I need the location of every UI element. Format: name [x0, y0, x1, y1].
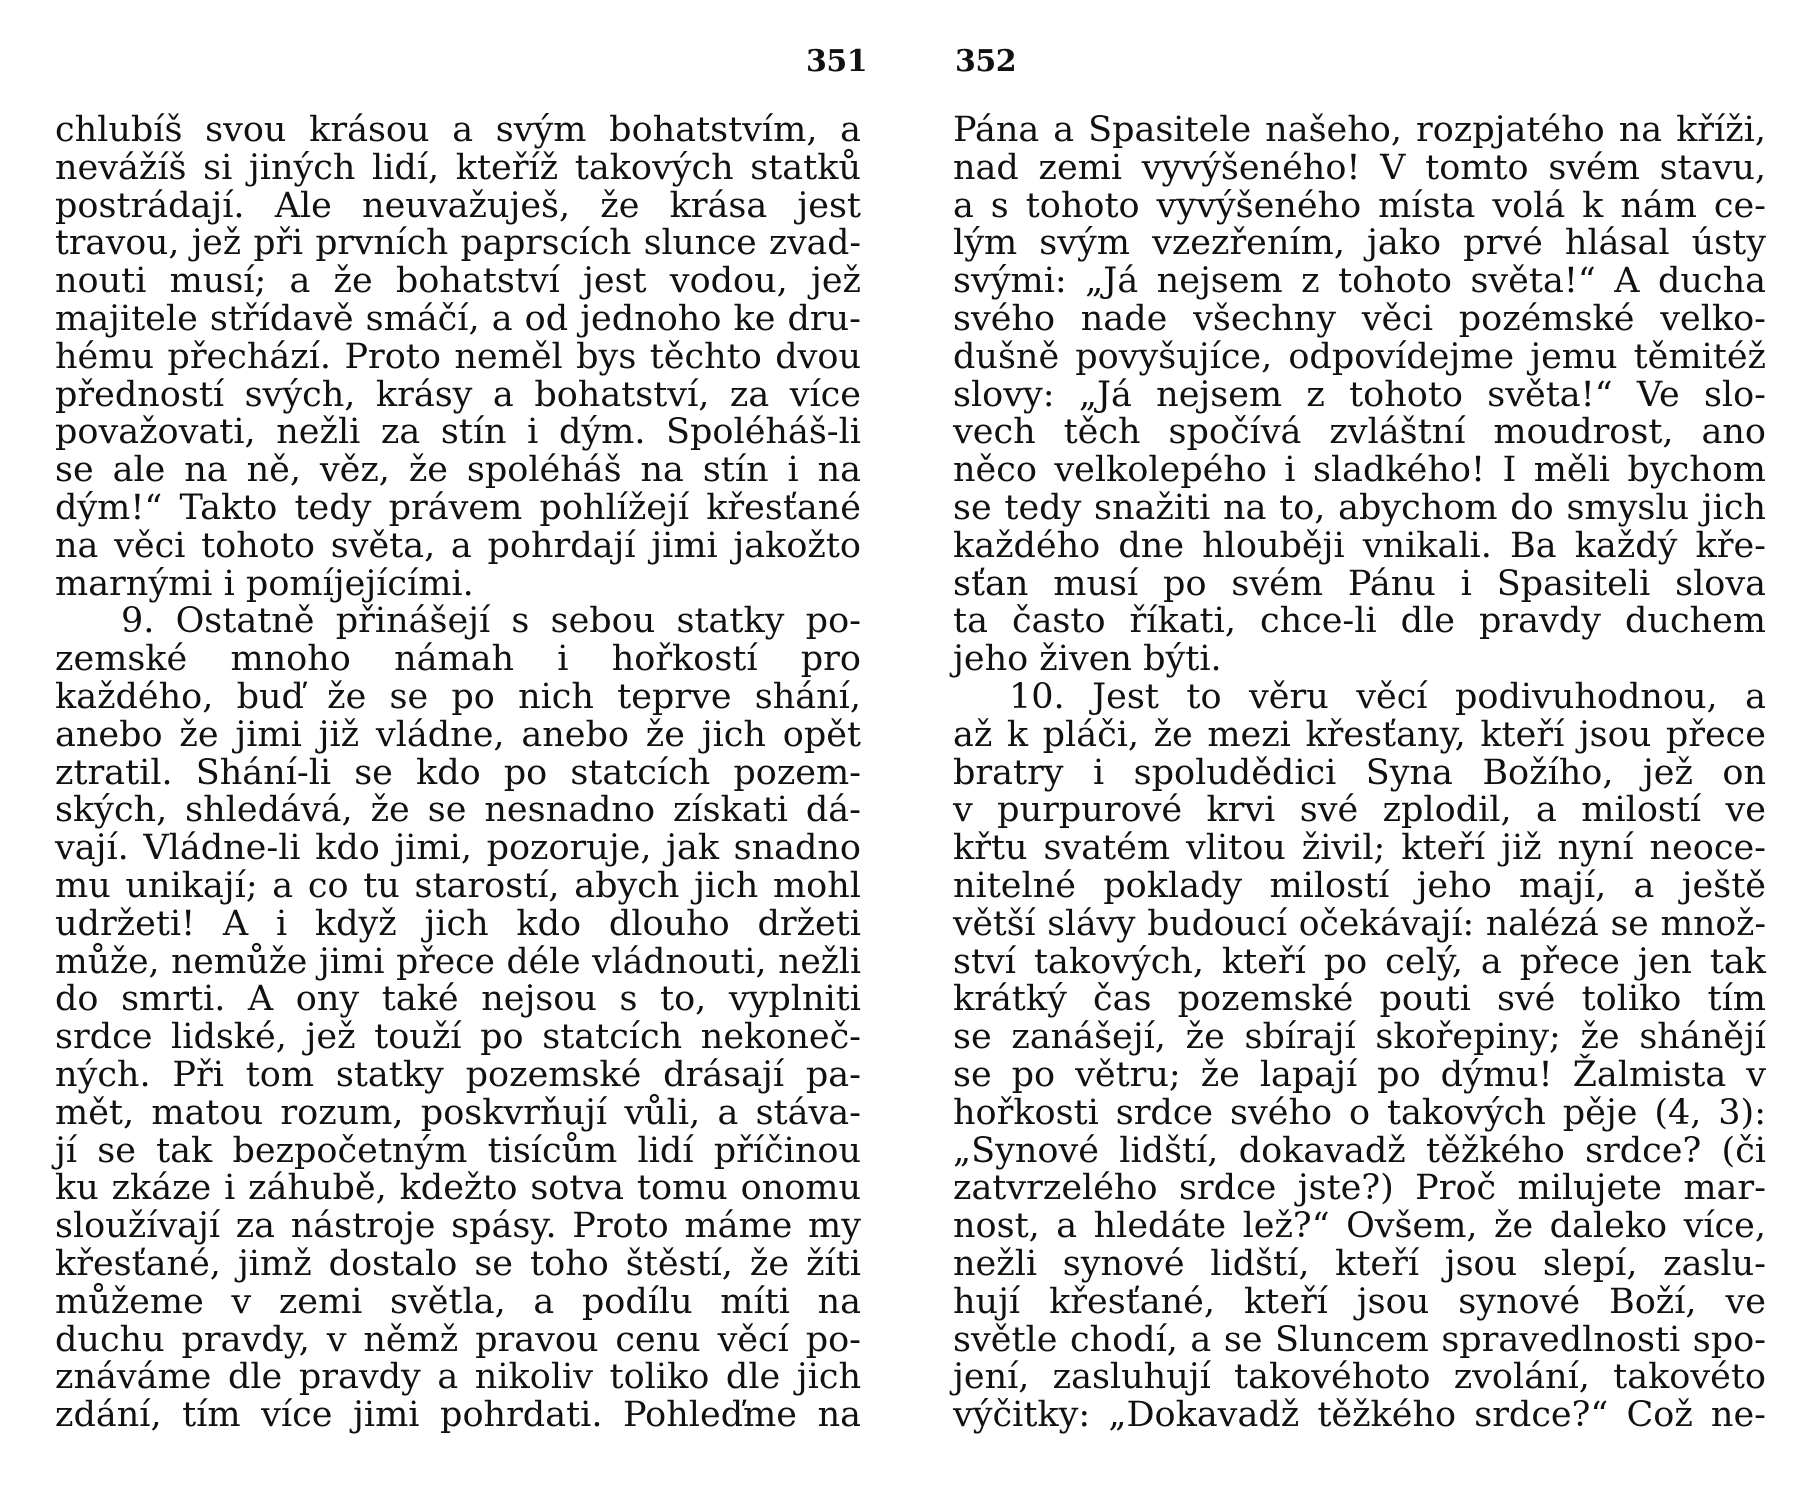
- text-line: ztratil. Shání-li se kdo po statcích pozem-: [55, 752, 861, 793]
- text-line: na věci tohoto světa, a pohrdají jimi jakožto: [55, 525, 861, 566]
- text-line: travou, jež při prvních paprscích slunce zvad-: [55, 223, 861, 264]
- text-line: až k pláči, že mezi křesťany, kteří jsou přece: [953, 714, 1766, 755]
- text-line: svého nade všechny věci pozémské velko-: [953, 298, 1766, 339]
- text-line: zatvrzelého srdce jste?) Proč milujete mar-: [953, 1168, 1766, 1209]
- text-line: udržeti! A i když jich kdo dlouho držeti: [55, 903, 861, 944]
- text-line: dým!“ Takto tedy právem pohlížejí křesťané: [55, 487, 861, 528]
- text-line: 10. Jest to věru věcí podivuhodnou, a: [1009, 676, 1766, 717]
- text-line: 9. Ostatně přinášejí s sebou statky po-: [121, 601, 861, 642]
- text-line: zemské mnoho námah i hořkostí pro: [55, 639, 861, 680]
- text-line: vají. Vládne-li kdo jimi, pozoruje, jak snadno: [55, 828, 861, 869]
- text-line: ta často říkati, chce-li dle pravdy duchem: [953, 601, 1766, 642]
- right-page-text: [953, 112, 1766, 1435]
- text-line: nitelné poklady milostí jeho mají, a ještě: [953, 865, 1766, 906]
- text-line: Pána a Spasitele našeho, rozpjatého na kříži,: [953, 110, 1766, 150]
- text-line: ství takových, kteří po celý, a přece jen tak: [953, 941, 1766, 982]
- text-line: větší slávy budoucí očekávají: nalézá se množ-: [953, 903, 1766, 944]
- text-line: se zanášejí, že sbírají skořepiny; že shánějí: [953, 1017, 1766, 1058]
- text-line: ku zkáze i záhubě, kdežto sotva tomu onomu: [55, 1168, 861, 1209]
- text-line: považovati, nežli za stín i dým. Spoléháš-li: [55, 412, 861, 453]
- text-line: jeho živen býti.: [953, 639, 1222, 680]
- text-line: křesťané, jimž dostalo se toho štěstí, že žíti: [55, 1243, 861, 1284]
- text-line: světle chodí, a se Sluncem spravedlnosti spo-: [953, 1319, 1766, 1360]
- page-number-left: 351: [806, 44, 868, 79]
- text-line: duchu pravdy, v němž pravou cenu věcí po-: [55, 1319, 861, 1360]
- text-line: svými: „Já nejsem z tohoto světa!“ A ducha: [953, 261, 1766, 302]
- text-line: majitele střídavě smáčí, a od jednoho ke dru-: [55, 298, 861, 339]
- text-line: každého dne hlouběji vnikali. Ba každý kře-: [953, 525, 1766, 566]
- text-line: se po větru; že lapají po dýmu! Žalmista v: [953, 1054, 1766, 1095]
- text-line: marnými i pomíjejícími.: [55, 563, 474, 604]
- text-line: výčitky: „Dokavadž těžkého srdce?“ Což ne-: [953, 1395, 1766, 1436]
- page-number-right: 352: [955, 44, 1017, 79]
- text-line: ných. Při tom statky pozemské drásají pa-: [55, 1054, 861, 1095]
- text-line: se tedy snažiti na to, abychom do smyslu jich: [953, 487, 1766, 528]
- text-line: jení, zasluhují takovéhoto zvolání, takovéto: [953, 1357, 1766, 1398]
- text-line: bratry i spoludědici Syna Božího, jež on: [953, 752, 1766, 793]
- text-line: hují křesťané, kteří jsou synové Boží, ve: [953, 1281, 1766, 1322]
- text-line: předností svých, krásy a bohatství, za více: [55, 374, 861, 415]
- text-line: každého, buď že se po nich teprve shání,: [55, 676, 861, 717]
- text-line: můžeme v zemi světla, a podílu míti na: [55, 1281, 861, 1322]
- text-line: sťan musí po svém Pánu i Spasiteli slova: [953, 563, 1766, 604]
- text-line: se ale na ně, věz, že spoléháš na stín i na: [55, 450, 861, 491]
- text-line: do smrti. A ony také nejsou s to, vyplniti: [55, 979, 861, 1020]
- text-line: hořkosti srdce svého o takových pěje (4, 3):: [953, 1092, 1766, 1133]
- text-line: zdání, tím více jimi pohrdati. Pohleďme na: [55, 1395, 861, 1436]
- text-line: anebo že jimi již vládne, anebo že jich opět: [55, 714, 861, 755]
- text-line: nad zemi vyvýšeného! V tomto svém stavu,: [953, 147, 1766, 188]
- text-line: hému přechází. Proto neměl bys těchto dvou: [55, 336, 861, 377]
- text-line: ských, shledává, že se nesnadno získati dá-: [55, 790, 861, 831]
- text-line: sloužívají za nástroje spásy. Proto máme my: [55, 1206, 861, 1247]
- text-line: nežli synové lidští, kteří jsou slepí, zaslu-: [953, 1243, 1766, 1284]
- text-line: mu unikají; a co tu starostí, abych jich mohl: [55, 865, 861, 906]
- text-line: slovy: „Já nejsem z tohoto světa!“ Ve slo-: [953, 374, 1766, 415]
- text-line: lým svým vzezřením, jako prvé hlásal ústy: [953, 223, 1766, 264]
- text-line: krátký čas pozemské pouti své toliko tím: [953, 979, 1766, 1020]
- text-line: jí se tak bezpočetným tisícům lidí příčinou: [55, 1130, 861, 1171]
- text-line: srdce lidské, jež touží po statcích nekoneč-: [55, 1017, 861, 1058]
- text-line: nevážíš si jiných lidí, kteříž takových statků: [55, 147, 861, 188]
- text-line: v purpurové krvi své zplodil, a milostí ve: [953, 790, 1766, 831]
- text-line: křtu svatém vlitou živil; kteří již nyní neoce-: [953, 828, 1766, 869]
- text-line: dušně povyšujíce, odpovídejme jemu těmitéž: [953, 336, 1766, 377]
- text-line: něco velkolepého i sladkého! I měli bychom: [953, 450, 1766, 491]
- text-line: mět, matou rozum, poskvrňují vůli, a stáva-: [55, 1092, 861, 1133]
- text-line: znáváme dle pravdy a nikoliv toliko dle jich: [55, 1357, 861, 1398]
- text-line: může, nemůže jimi přece déle vládnouti, nežli: [55, 941, 861, 982]
- text-line: a s tohoto vyvýšeného místa volá k nám ce-: [953, 185, 1766, 226]
- text-line: postrádají. Ale neuvažuješ, že krása jest: [55, 185, 861, 226]
- text-line: nost, a hledáte lež?“ Ovšem, že daleko více,: [953, 1206, 1766, 1247]
- text-line: nouti musí; a že bohatství jest vodou, jež: [55, 261, 861, 302]
- text-line: chlubíš svou krásou a svým bohatstvím, a: [55, 110, 861, 150]
- text-line: vech těch spočívá zvláštní moudrost, ano: [953, 412, 1766, 453]
- left-page-text: [55, 112, 861, 1435]
- text-line: „Synové lidští, dokavadž těžkého srdce? (či: [953, 1130, 1766, 1171]
